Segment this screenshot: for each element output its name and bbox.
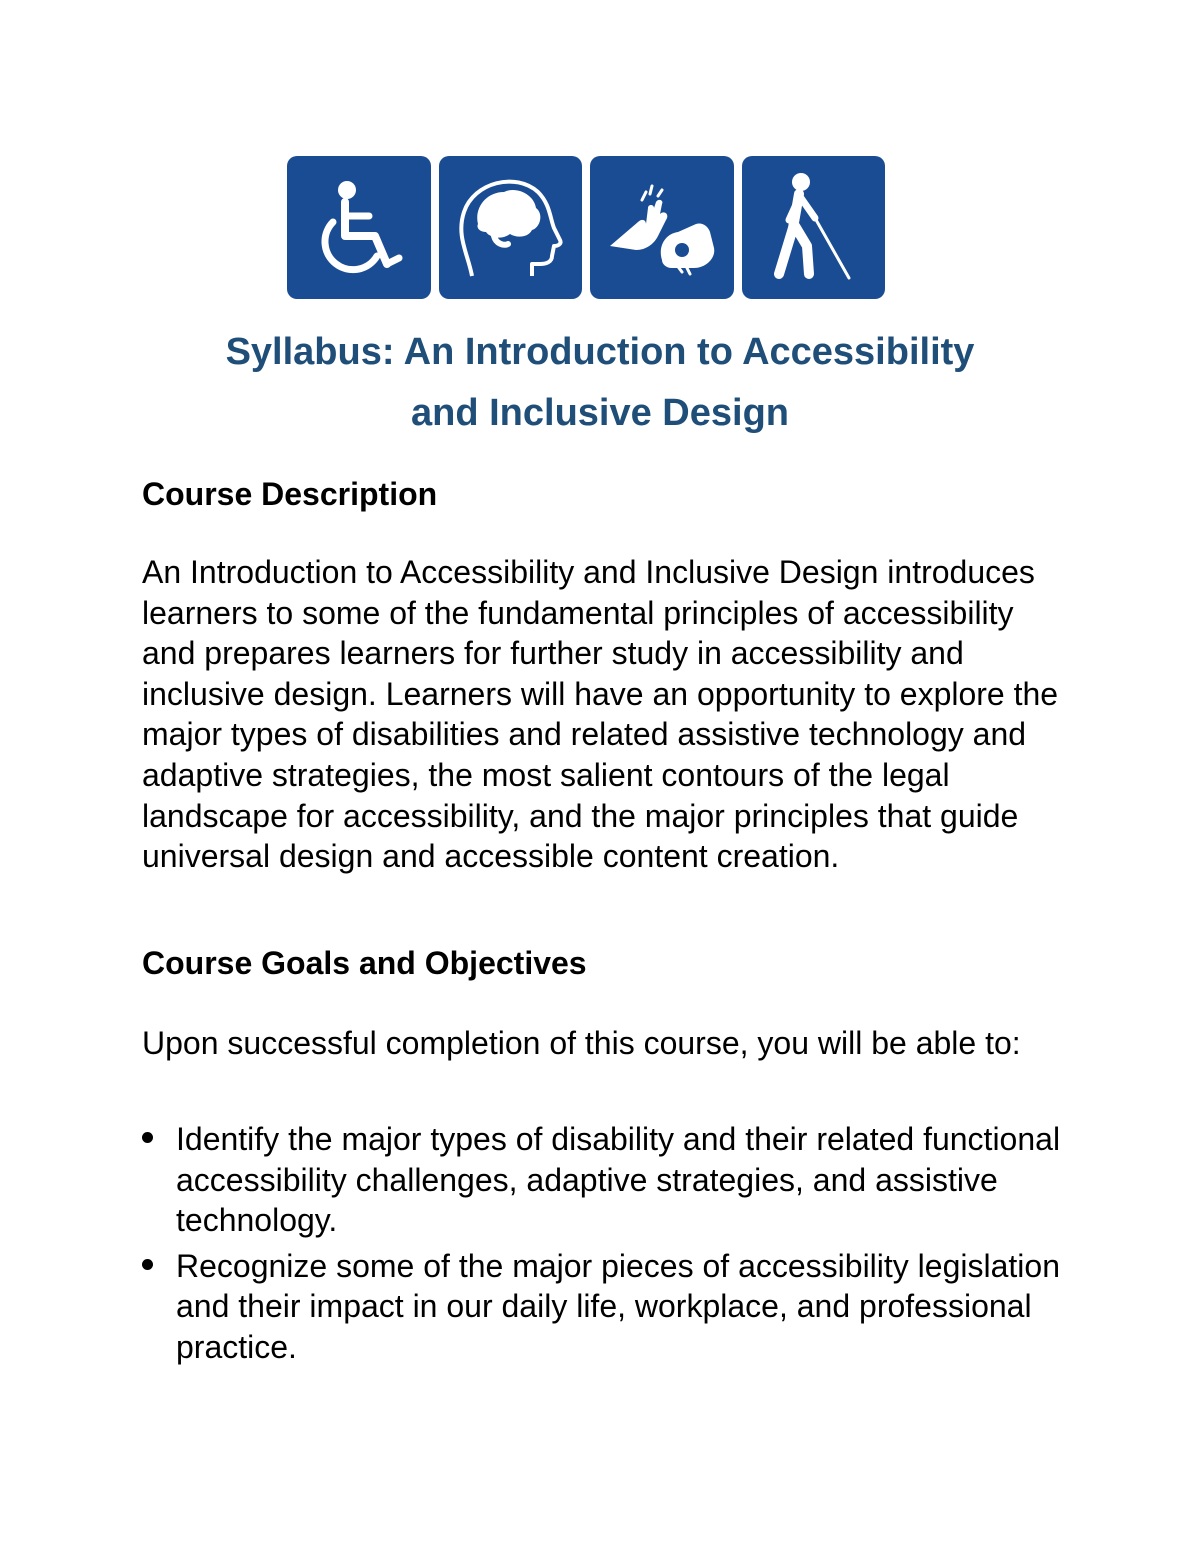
list-item bbox=[142, 1246, 1062, 1368]
bullet-icon bbox=[142, 1259, 153, 1270]
title-line-1: Syllabus: An Introduction to Accessibility bbox=[225, 331, 975, 373]
course-description-heading: Course Description bbox=[142, 476, 438, 512]
bullet-icon bbox=[142, 1132, 153, 1143]
title-line-2: and Inclusive Design bbox=[411, 392, 789, 434]
blind-person-cane-icon bbox=[742, 156, 886, 299]
wheelchair-icon bbox=[287, 156, 431, 299]
page-title bbox=[100, 322, 1100, 444]
sign-language-icon bbox=[590, 156, 734, 299]
objective-text: Recognize some of the major pieces of accessibility legislation and their impact in our daily life, workplace, and professional practice. bbox=[176, 1247, 1060, 1365]
list-item bbox=[142, 1119, 1062, 1241]
course-goals-heading: Course Goals and Objectives bbox=[142, 945, 587, 981]
course-goals-intro: Upon successful completion of this course, you will be able to: bbox=[142, 1025, 1021, 1061]
objective-text: Identify the major types of disability and their related functional accessibility challenges, adaptive strategies, and assistive technology. bbox=[176, 1121, 1061, 1239]
objectives-list bbox=[142, 1119, 1062, 1373]
course-description-text: An Introduction to Accessibility and Inclusive Design introduces learners to some of the fundamental principles of accessibility and prepares learners for further study in accessibility and inclusive design. Learners will have an opportunity to explore the major types of disabilities and related assistive technology and adaptive strategies, the most salient contours of the legal landscape for accessibility, and the major principles that guide universal design and accessible content creation. bbox=[142, 554, 1059, 875]
accessibility-icon-banner bbox=[287, 156, 885, 299]
brain-head-icon bbox=[439, 156, 583, 299]
